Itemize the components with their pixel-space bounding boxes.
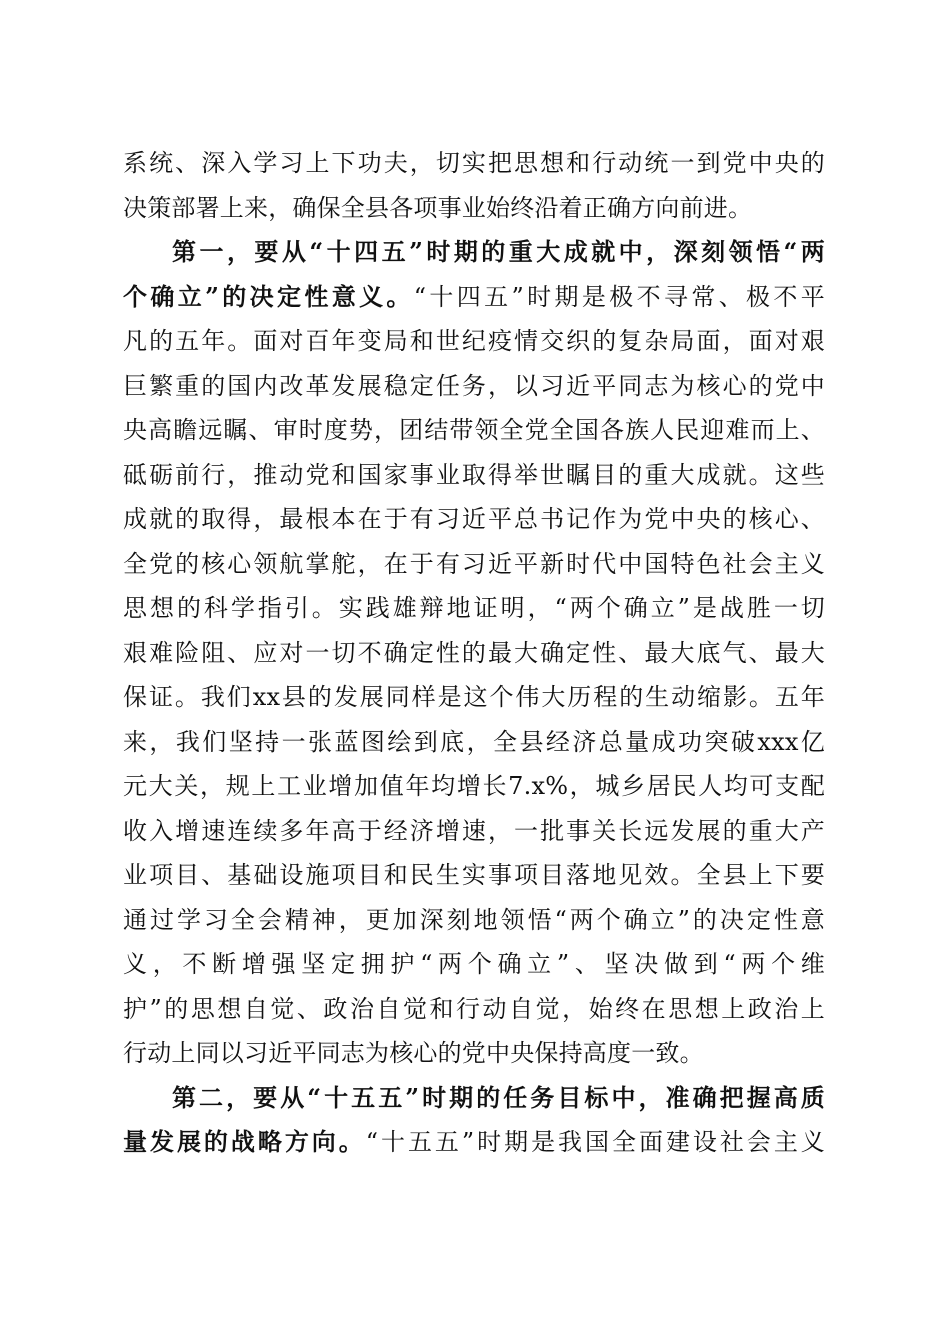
text-line: 决策部署上来，确保全县各项事业始终沿着正确方向前进。 [123,193,753,222]
text-line: 成就的取得，最根本在于有习近平总书记作为党中央的核心、 [123,505,825,533]
text-line: 凡的五年。面对百年变局和世纪疫情交织的复杂局面，面对艰 [123,327,825,355]
text-line [123,275,825,320]
text-line: 义，不断增强坚定拥护“两个确立”、坚决做到“两个维 [123,950,825,978]
text-line: 元大关，规上工业增加值年均增长7.x%，城乡居民人均可支配 [123,772,825,800]
text-line: 来，我们坚持一张蓝图绘到底，全县经济总量成功突破xxx亿 [123,727,825,756]
text-line: 巨繁重的国内改革发展稳定任务，以习近平同志为核心的党中 [123,371,825,400]
text-line: 全党的核心领航掌舵，在于有习近平新时代中国特色社会主义 [123,549,825,578]
text-line: 护”的思想自觉、政治自觉和行动自觉，始终在思想上政治上 [123,994,825,1023]
text-line [123,1120,825,1165]
section-heading-line: 第一，要从“十四五”时期的重大成就中，深刻领悟“两 [172,237,825,266]
text-line: 艰难险阻、应对一切不确定性的最大确定性、最大底气、最大 [123,638,825,667]
text-line: 央高瞻远瞩、审时度势，团结带领全党全国各族人民迎难而上、 [123,416,825,444]
document-body [123,141,825,1165]
text-line: 业项目、基础设施项目和民生实事项目落地见效。全县上下要 [123,861,825,889]
text-span: “十五五”时期是我国全面建设社会主义 [365,1128,825,1156]
text-span: “十四五”时期是极不寻常、极不平 [413,282,825,311]
text-line: 思想的科学指引。实践雄辩地证明，“两个确立”是战胜一切 [123,594,825,622]
text-line: 行动上同以习近平同志为核心的党中央保持高度一致。 [123,1039,704,1067]
section-heading-end: 个确立”的决定性意义。 [123,281,414,311]
text-line: 系统、深入学习上下功夫，切实把思想和行动统一到党中央的 [123,149,825,177]
section-heading-line: 第二，要从“十五五”时期的任务目标中，准确把握高质 [172,1082,825,1112]
text-line: 砥砺前行，推动党和国家事业取得举世瞩目的重大成就。这些 [123,460,825,489]
text-line: 收入增速连续多年高于经济增速，一批事关长远发展的重大产 [123,816,825,845]
text-line: 保证。我们xx县的发展同样是这个伟大历程的生动缩影。五年 [123,683,825,711]
text-line: 通过学习全会精神，更加深刻地领悟“两个确立”的决定性意 [123,905,825,934]
section-heading-end: 量发展的战略方向。 [123,1127,366,1156]
